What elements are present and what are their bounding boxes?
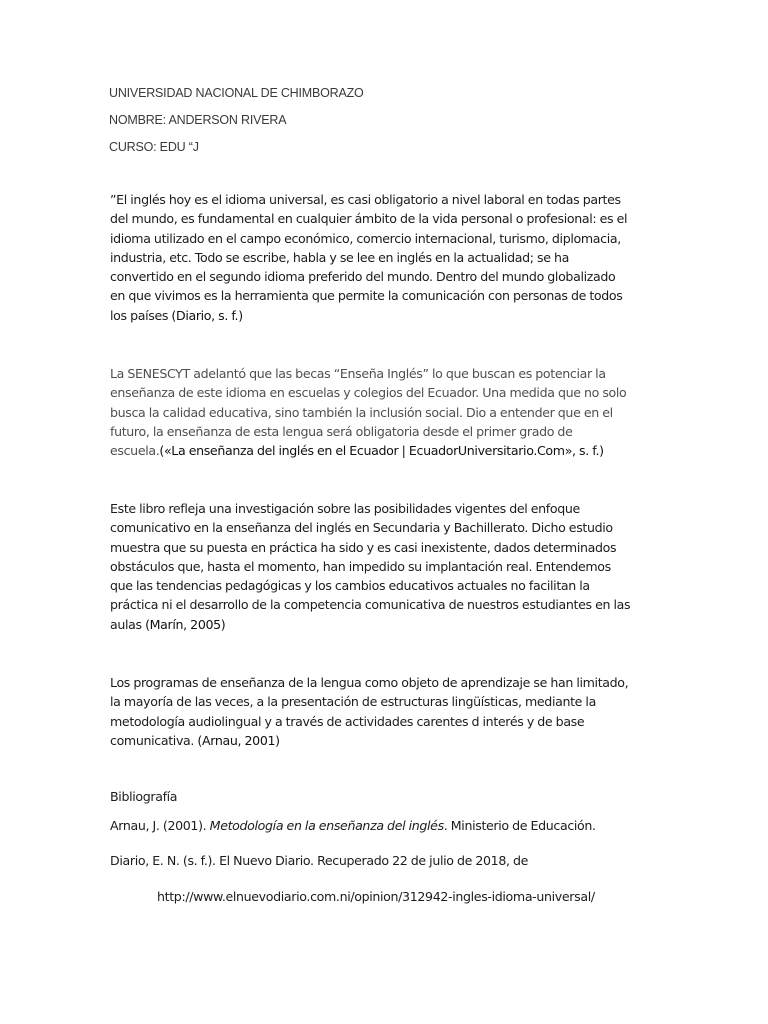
course-label: CURSO: EDU “J xyxy=(109,140,199,154)
paragraph-senescyt xyxy=(110,364,662,460)
bibliography-entry xyxy=(110,818,596,833)
bibliography-author: Arnau, J. (2001). xyxy=(110,818,210,833)
paragraph-text: los países xyxy=(110,307,172,323)
citation: (Diario, s. f.) xyxy=(171,307,243,323)
paragraph-line xyxy=(110,731,662,750)
bibliography-publisher: . Ministerio de Educación. xyxy=(443,818,596,833)
paragraph-line: industria, etc. Todo se escribe, habla y se lee en inglés en la actualidad; se ha xyxy=(110,249,569,265)
paragraph-line: idioma utilizado en el campo económico, comercio internacional, turismo, diplomacia, xyxy=(110,230,621,246)
paragraph-text: aulas xyxy=(110,616,146,632)
paragraph-line: metodología audiolingual y a través de actividades carentes d interés y de base xyxy=(110,713,585,729)
university-name: UNIVERSIDAD NACIONAL DE CHIMBORAZO xyxy=(109,86,364,100)
paragraph-line: comunicativo en la enseñanza del inglés en Secundaria y Bachillerato. Dicho estudio xyxy=(110,520,613,536)
paragraph-line: práctica ni el desarrollo de la competencia comunicativa de nuestros estudiantes en las xyxy=(110,597,631,613)
paragraph-line: Los programas de enseñanza de la lengua como objeto de aprendizaje se han limitado, xyxy=(110,675,629,690)
paragraph-line: La SENESCYT adelantó que las becas “Enseña Inglés” lo que buscan es potenciar la xyxy=(110,366,606,381)
paragraph-text: comunicativa. xyxy=(110,732,198,748)
paragraph-book-research xyxy=(110,499,662,634)
paragraph-line: muestra que su puesta en práctica ha sido y es casi inexistente, dados determinados xyxy=(110,539,617,555)
paragraph-line: enseñanza de este idioma en escuelas y colegios del Ecuador. Una medida que no solo xyxy=(110,385,627,401)
paragraph-line xyxy=(110,441,662,460)
citation: («La enseñanza del inglés en el Ecuador | EcuadorUniversitario.Com», s. f.) xyxy=(159,443,604,459)
bibliography-entry: Diario, E. N. (s. f.). El Nuevo Diario. Recuperado 22 de julio de 2018, de xyxy=(110,853,529,868)
student-name: NOMBRE: ANDERSON RIVERA xyxy=(109,113,287,127)
bibliography-heading: Bibliografía xyxy=(110,789,178,804)
citation: (Marín, 2005) xyxy=(145,616,226,632)
paragraph-line: convertido en el segundo idioma preferido del mundo. Dentro del mundo globalizado xyxy=(110,269,616,285)
bibliography-title: Metodología en la enseñanza del inglés xyxy=(209,818,444,833)
paragraph-english-universal xyxy=(110,190,662,325)
citation: (Arnau, 2001) xyxy=(197,732,280,748)
bibliography-url-link[interactable]: http://www.elnuevodiario.com.ni/opinion/312942-ingles-idioma-universal/ xyxy=(157,889,595,904)
paragraph-line: Este libro refleja una investigación sobre las posibilidades vigentes del enfoque xyxy=(110,501,580,516)
paragraph-line: futuro, la enseñanza de esta lengua será obligatoria desde el primer grado de xyxy=(110,423,573,439)
paragraph-line: ”El inglés hoy es el idioma universal, es casi obligatorio a nivel laboral en todas partes xyxy=(110,192,621,207)
paragraph-line: obstáculos que, hasta el momento, han impedido su implantación real. Entendemos xyxy=(110,558,611,574)
paragraph-text: escuela. xyxy=(110,443,160,459)
paragraph-line: que las tendencias pedagógicas y los cambios educativos actuales no facilitan la xyxy=(110,578,590,594)
paragraph-line: en que vivimos es la herramienta que permite la comunicación con personas de todos xyxy=(110,288,623,304)
paragraph-line: del mundo, es fundamental en cualquier ámbito de la vida personal o profesional: es el xyxy=(110,211,628,227)
paragraph-line: busca la calidad educativa, sino también la inclusión social. Dio a entender que en el xyxy=(110,404,613,420)
paragraph-line xyxy=(110,306,662,325)
paragraph-programs xyxy=(110,673,662,750)
paragraph-line xyxy=(110,615,662,634)
paragraph-line: la mayoría de las veces, a la presentación de estructuras lingüísticas, mediante la xyxy=(110,694,596,710)
